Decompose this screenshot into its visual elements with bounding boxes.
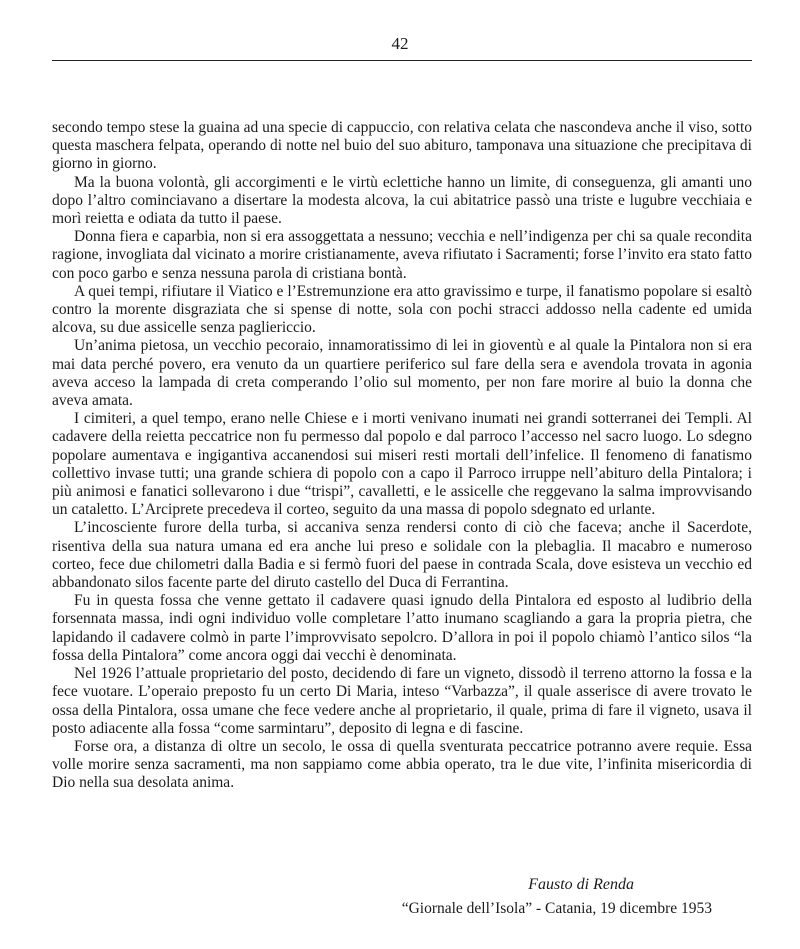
paragraph-2: Ma la buona volontà, gli accorgimenti e le virtù eclettiche hanno un limite, di conseguenza, gli amanti uno dopo l’altro cominciavano a disertare la modesta alcova, la cui abitatrice passò una triste e lugubre vecchiaia e morì reietta e odiata da tutto il paese. [52, 173, 752, 228]
article-body [52, 119, 752, 793]
header-rule [52, 60, 752, 61]
paragraph-4: A quei tempi, rifiutare il Viatico e l’Estremunzione era atto gravissimo e turpe, il fanatismo popolare si esaltò contro la morente disgraziata che si spense di notte, sola con pochi stracci addosso nella cadente ed umida alcova, su due assicelle senza pagliericcio. [52, 282, 752, 337]
paragraph-3: Donna fiera e caparbia, non si era assoggettata a nessuno; vecchia e nell’indigenza per chi sa quale recondita ragione, invogliata dal vicinato a morire cristianamente, aveva rifiutato i Sacramenti; forse l’invito era stato fatto con poco garbo e senza nessuna parola di cristiana bontà. [52, 228, 752, 282]
paragraph-1: secondo tempo stese la guaina ad una specie di cappuccio, con relativa celata che nascondeva anche il viso, sotto questa maschera felpata, operando di notte nel buio del suo abituro, tamponava una situazione che precipitava di giorno in giorno. [52, 119, 752, 173]
paragraph-6: I cimiteri, a quel tempo, erano nelle Chiese e i morti venivano inumati nei grandi sotterranei dei Templi. Al cadavere della reietta peccatrice non fu permesso dal popolo e dal parroco l’accesso nel sacro luogo. Lo sdegno popolare aumentava e ingigantiva accanendosi sui miseri resti mortali dell’infelice. Il fenomeno di fanatismo collettivo invase tutti; una grande schiera di popolo con a capo il Parroco irruppe nell’abituro della Pintalora; i più animosi e fanatici sollevarono i due “trispi”, cavalletti, e le assicelle che reggevano la salma improvvisando un cataletto. L’Arciprete precedeva il corteo, seguito da una massa di popolo sdegnato ed urlante. [52, 410, 752, 519]
paragraph-5: Un’anima pietosa, un vecchio pecoraio, innamoratissimo di lei in gioventù e al quale la Pintalora non si era mai data perché povero, era venuto da un quartiere periferico sul fare della sera e avendola trovata in agonia aveva acceso la lampada di creta comperando l’olio sul momento, per non fare morire al buio la donna che aveva amata. [52, 337, 752, 410]
paragraph-8: Fu in questa fossa che venne gettato il cadavere quasi ignudo della Pintalora ed esposto al ludibrio della forsennata massa, indi ogni individuo volle completare l’atto inumano scagliando a gara la propria pietra, che lapidando il cadavere colmò in parte l’improvvisato sepolcro. D’allora in poi il popolo chiamò l’antico silos “la fossa della Pintalora” come ancora oggi dai vecchi è denominata. [52, 592, 752, 664]
paragraph-10: Forse ora, a distanza di oltre un secolo, le ossa di quella sventurata peccatrice potranno avere requie. Essa volle morire senza sacramenti, ma non sappiamo come abbia operato, tra le due vite, l’infinita misericordia di Dio nella sua desolata anima. [52, 737, 752, 792]
page-number: 42 [391, 34, 409, 53]
paragraph-9: Nel 1926 l’attuale proprietario del posto, decidendo di fare un vigneto, dissodò il terreno attorno la fossa e la fece vuotare. L’operaio preposto fu un certo Di Maria, inteso “Varbazza”, il quale asserisce di avere trovato le ossa della Pintalora, ossa umane che fece vedere anche al proprietario, il quale, prima di fare il vigneto, usava il posto adiacente alla fossa “come sarmintaru”, deposito di legna e di fascine. [52, 665, 752, 737]
paragraph-7: L’incosciente furore della turba, si accaniva senza rendersi conto di ciò che faceva; anche il Sacerdote, risentiva della sua natura umana ed era anche lui preso e solidale con la plebaglia. Il macabro e numeroso corteo, fece due chilometri dalla Badia e si fermò fuori del paese in contrada Scala, dove esisteva un vecchio ed abbandonato silos facente parte del diruto castello del Duca di Ferrantina. [52, 519, 752, 592]
signature-block [0, 876, 800, 936]
source-citation: “Giornale dell’Isola” - Catania, 19 dicembre 1953 [401, 900, 712, 917]
author-name: Fausto di Renda [528, 876, 634, 893]
